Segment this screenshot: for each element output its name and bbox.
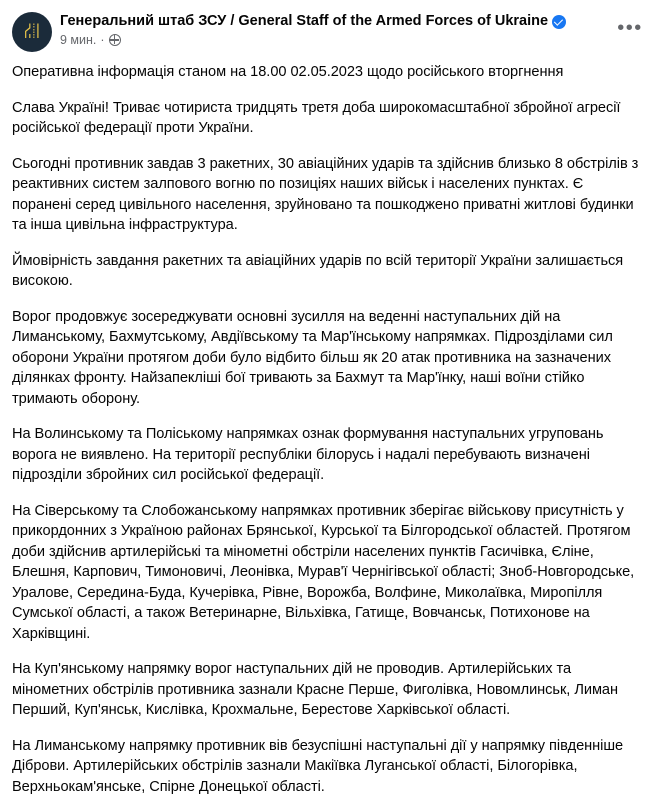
post-paragraph: Ворог продовжує зосереджувати основні зусилля на веденні наступальних дій на Лиманському, Бахмутському, Авдіївському та Мар'їнському напрямках. Підрозділами сил оборони України протягом доби було відбито більш як 20 атак противника на зазначених ділянках фронту. Найзапекліші бої тривають за Бахмут та Мар'їнку, наші воїни стійко тримають оборону. (12, 307, 646, 410)
post-paragraph: На Волинському та Поліському напрямках ознак формування наступальних угруповань ворога не виявлено. На території республіки білорусь і надалі перебувають визначені підрозділи збройних сил російської федерації. (12, 424, 646, 486)
post-meta (60, 33, 614, 47)
post-paragraph: На Лиманському напрямку противник вів безуспішні наступальні дії у напрямку південніше Діброви. Артилерійських обстрілів зазнали Макіївка Луганської області, Білогорівка, Верхньокам'янське, Спірне Донецької області. (12, 736, 646, 797)
post-paragraph: На Куп'янському напрямку ворог наступальних дій не проводив. Артилерійських та мінометних обстрілів противника зазнали Красне Перше, Фиголівка, Новомлинськ, Лиман Перший, Куп'янськ, Кислівка, Крохмальне, Берестове Харківської області. (12, 659, 646, 721)
post-paragraph: Ймовірність завдання ракетних та авіаційних ударів по всій території України залишається високою. (12, 251, 646, 292)
page-name-row (60, 13, 614, 30)
page-name[interactable]: Генеральний штаб ЗСУ / General Staff of the Armed Forces of Ukraine (60, 13, 548, 30)
post-paragraph: Сьогодні противник завдав 3 ракетних, 30 авіаційних ударів та здійснив близько 8 обстрілів з реактивних систем залпового вогню по позиціях наших військ і населених пунктах. Є поранені серед цивільного населення, зруйновано та пошкоджено приватні житлові будинки та інша цивільна інфраструктура. (12, 154, 646, 236)
post-header (12, 10, 646, 60)
post-header-text (60, 12, 614, 47)
post-timestamp[interactable]: 9 мин. (60, 33, 96, 47)
post-paragraph: Слава Україні! Триває чотириста тридцять третя доба широкомасштабної збройної агресії російської федерації проти України. (12, 98, 646, 139)
verified-badge-icon (552, 15, 566, 29)
post-body (12, 60, 646, 797)
post-paragraph: Оперативна інформація станом на 18.00 02.05.2023 щодо російського вторгнення (12, 62, 646, 83)
post-options-button[interactable]: ••• (614, 12, 646, 44)
trident-emblem-icon: ⛜ (12, 21, 52, 43)
globe-icon (109, 34, 121, 46)
meta-separator: · (100, 33, 104, 47)
avatar[interactable] (12, 12, 52, 52)
post-paragraph: На Сіверському та Слобожанському напрямках противник зберігає військову присутність у прикордонних з Україною районах Брянської, Курської та Білгородської областей. Протягом доби здійснив артилерійські та мінометні обстріли населених пунктів Гасичівка, Єліне, Блешня, Карпович, Тимоновичі, Леонівка, Мурав'ї Чернігівської області; Зноб-Новгородське, Уралове, Середина-Буда, Кучерівка, Рівне, Ворожба, Волфине, Миколаївка, Миропілля Сумської області, а також Ветеринарне, Вільхівка, Гатище, Вовчанськ, Потихонове на Харківщині. (12, 501, 646, 645)
